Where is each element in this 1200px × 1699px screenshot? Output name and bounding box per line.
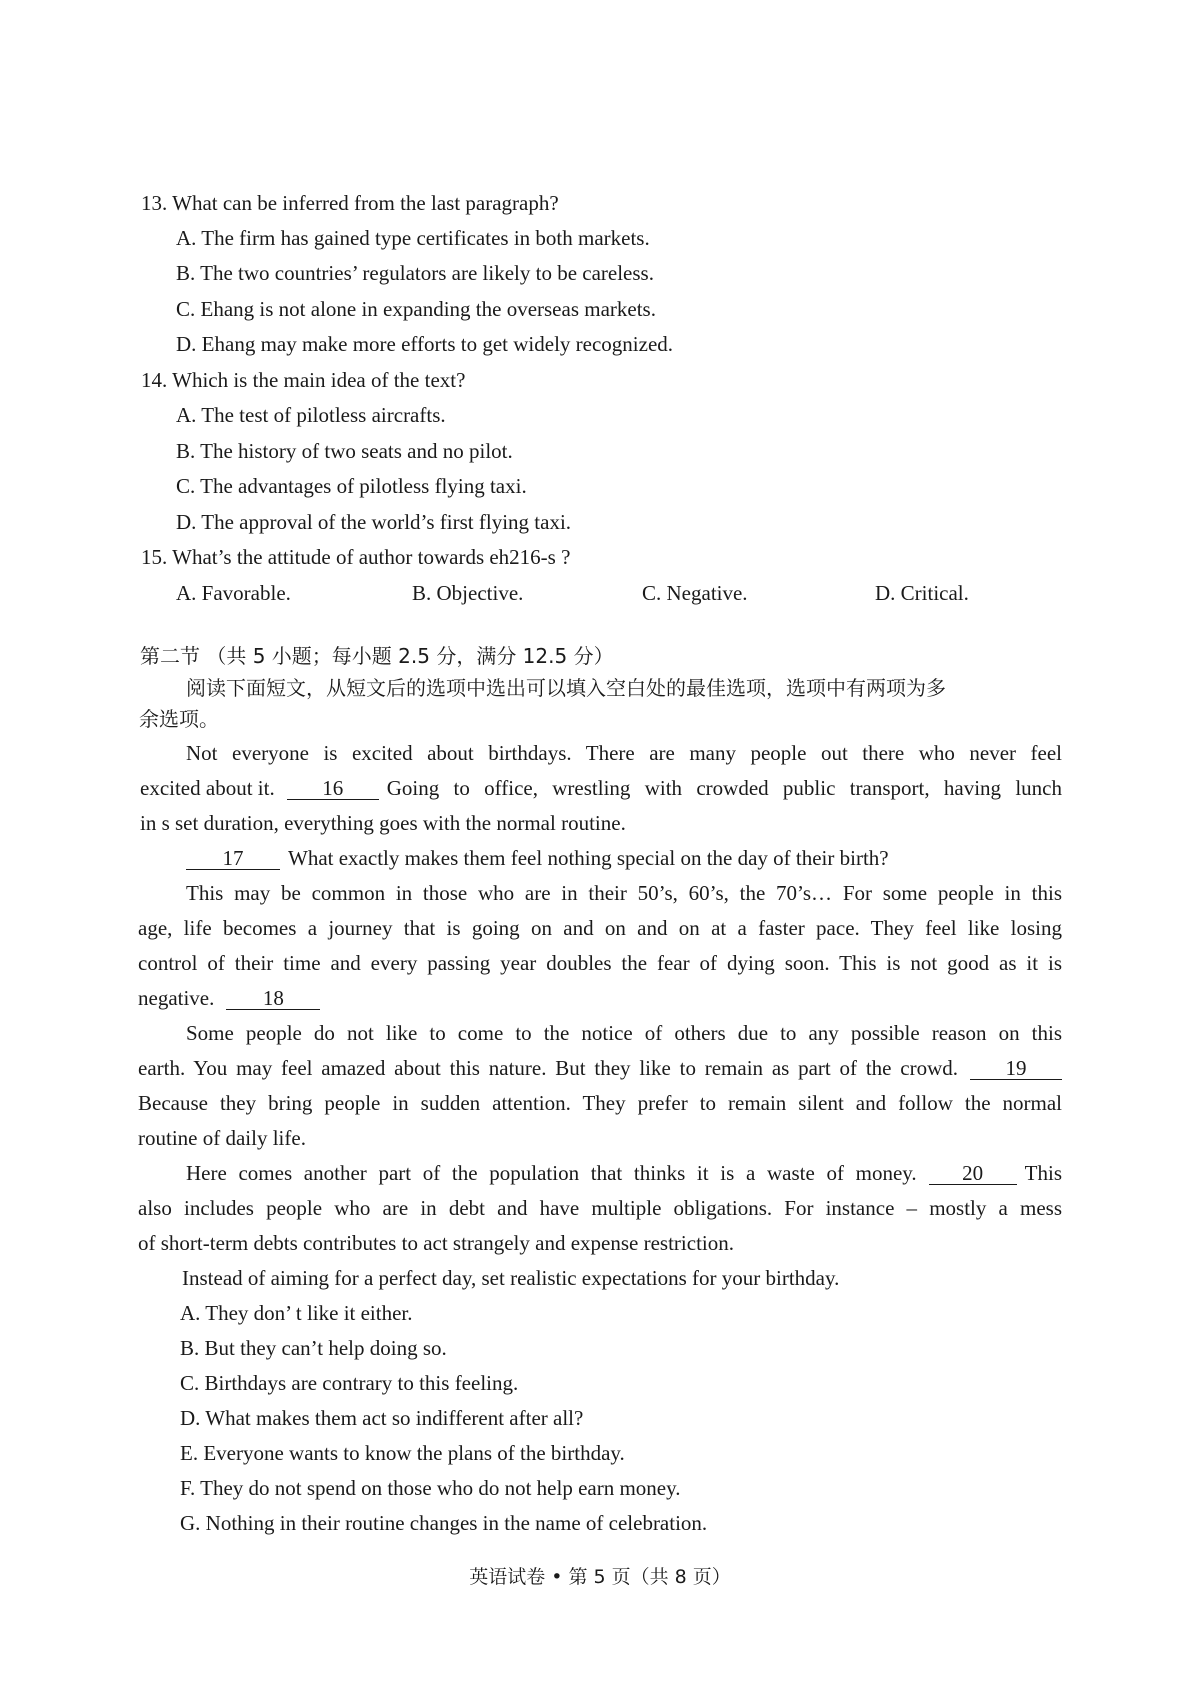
passage-p3-line4 [138,985,320,1011]
passage-p4-line4: routine of daily life. [138,1126,306,1150]
page-footer: 英语试卷 • 第 5 页（共 8 页） [469,1566,731,1588]
option-f: F. They do not spend on those who do not help earn money. [180,1476,681,1500]
passage-p2 [186,845,889,871]
blank-20: 20 [929,1162,1017,1185]
q14-option-b: B. The history of two seats and no pilot. [176,439,513,463]
section-instructions-line2: 余选项。 [139,707,219,731]
option-g: G. Nothing in their routine changes in the name of celebration. [180,1511,708,1535]
q13-option-c: C. Ehang is not alone in expanding the overseas markets. [176,297,656,321]
q13-option-a: A. The firm has gained type certificates in both markets. [176,226,650,250]
q15-stem: 15. What’s the attitude of author towards eh216-s ? [141,545,571,569]
q14-option-a: A. The test of pilotless aircrafts. [176,403,446,427]
q14-stem: 14. Which is the main idea of the text? [141,368,466,392]
passage-p3-line3: control of their time and every passing year doubles the fear of dying soon. This is not good as it is [138,951,1062,975]
blank-18: 18 [226,987,320,1010]
q15-option-d: D. Critical. [875,581,969,605]
passage-p6: Instead of aiming for a perfect day, set realistic expectations for your birthday. [182,1266,840,1290]
passage-p4-line1: Some people do not like to come to the notice of others due to any possible reason on this [186,1021,1062,1045]
passage-p5-line3: of short-term debts contributes to act strangely and expense restriction. [138,1231,734,1255]
q13-option-d: D. Ehang may make more efforts to get widely recognized. [176,332,674,356]
q15-option-c: C. Negative. [642,581,748,605]
passage-p5-line1 [186,1160,1062,1186]
q15-option-a: A. Favorable. [176,581,291,605]
section-instructions-line1: 阅读下面短文，从短文后的选项中选出可以填入空白处的最佳选项，选项中有两项为多 [186,676,946,700]
passage-p3-line1: This may be common in those who are in their 50’s, 60’s, the 70’s… For some people in this [186,881,1062,905]
passage-text: earth. You may feel amazed about this nature. But they like to remain as part of the crowd. [138,1056,958,1080]
passage-p1-line2 [140,775,1062,801]
passage-p3-line2: age, life becomes a journey that is going on and on and on at a faster pace. They feel like losing [138,916,1062,940]
blank-16: 16 [287,777,379,800]
q15-option-b: B. Objective. [412,581,524,605]
passage-p1-line1: Not everyone is excited about birthdays. There are many people out there who never feel [186,741,1062,765]
blank-19: 19 [970,1057,1062,1080]
q14-option-d: D. The approval of the world’s first flying taxi. [176,510,572,534]
option-c: C. Birthdays are contrary to this feeling. [180,1371,519,1395]
option-d: D. What makes them act so indifferent after all? [180,1406,584,1430]
option-b: B. But they can’t help doing so. [180,1336,447,1360]
passage-p4-line3: Because they bring people in sudden attention. They prefer to remain silent and follow the normal [138,1091,1062,1115]
passage-p5-line2: also includes people who are in debt and have multiple obligations. For instance – mostly a mess [138,1196,1062,1220]
passage-p4-line2 [138,1055,1062,1081]
passage-text: excited about it. [140,776,275,800]
q13-option-b: B. The two countries’ regulators are likely to be careless. [176,261,654,285]
q14-option-c: C. The advantages of pilotless flying taxi. [176,474,527,498]
option-a: A. They don’ t like it either. [180,1301,413,1325]
passage-p1-line3: in s set duration, everything goes with the normal routine. [140,811,626,835]
passage-text: What exactly makes them feel nothing special on the day of their birth? [288,846,889,870]
passage-text: Here comes another part of the population that thinks it is a waste of money. [186,1161,917,1185]
q13-stem: 13. What can be inferred from the last paragraph? [141,191,559,215]
passage-text: This [1024,1161,1062,1185]
blank-17: 17 [186,847,280,870]
passage-text: Going to office, wrestling with crowded public transport, having lunch [386,776,1062,800]
section-heading: 第二节 （共 5 小题；每小题 2.5 分，满分 12.5 分） [140,644,614,668]
passage-text: negative. [138,986,215,1010]
option-e: E. Everyone wants to know the plans of the birthday. [180,1441,625,1465]
